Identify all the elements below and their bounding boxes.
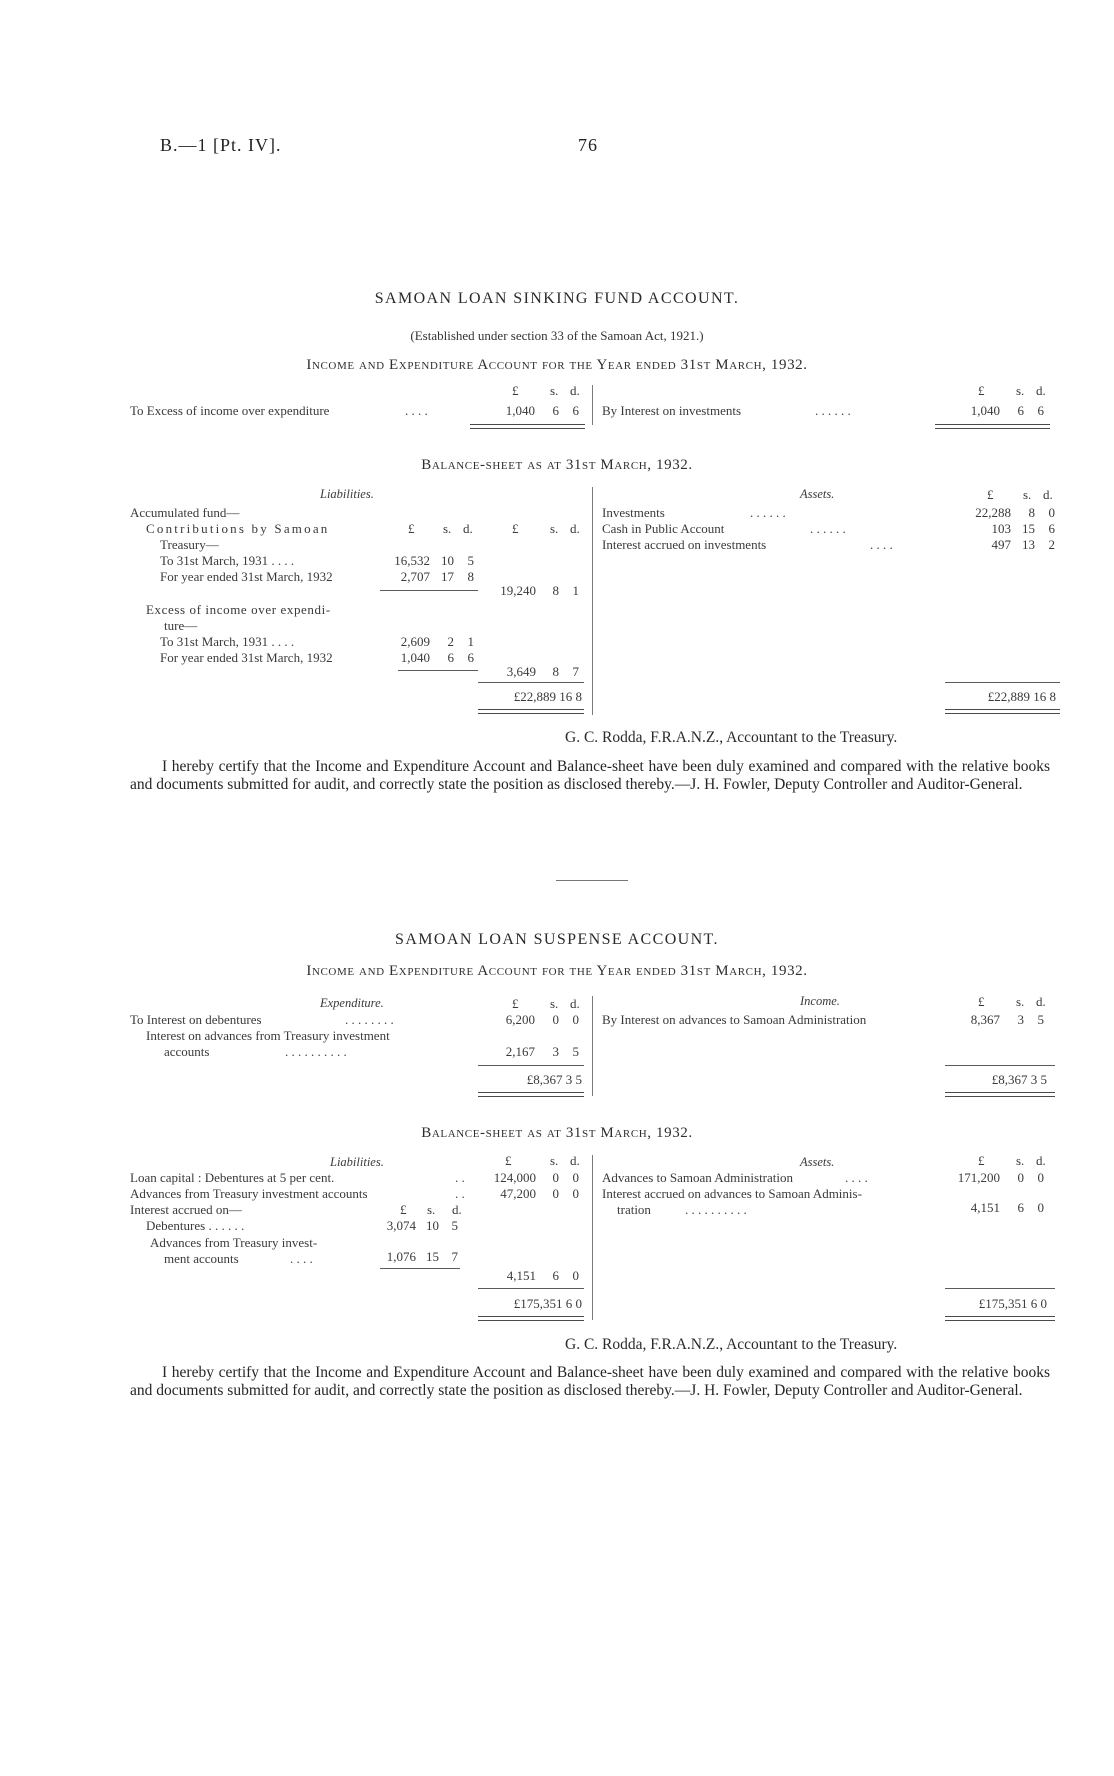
- sbs-liabilities-total: £175,351 6 0: [513, 1296, 582, 1311]
- sbs-adv-invest-pounds: 1,076: [386, 1249, 416, 1264]
- bs-contrib-total-d: 1: [572, 583, 579, 598]
- sie-income-heading: Income.: [800, 994, 840, 1008]
- sbs-debentures-row-pounds: 3,074: [386, 1218, 416, 1233]
- sinking-certification: I hereby certify that the Income and Expenditure Account and Balance-sheet have been duly examined and compared with the relative books and documents submitted for audit, and correctly state the position as disclosed thereby.—J. H. Fowler, Deputy Controller and Auditor-General.: [130, 758, 1050, 793]
- bs-excess-row-s: 6: [447, 650, 454, 665]
- ie-right-col-d: d.: [1036, 383, 1046, 398]
- sbs-asset-row2-pounds: 4,151: [970, 1200, 1000, 1215]
- bs-excess-row-pounds: 1,040: [400, 650, 430, 665]
- ie-left-col-d: d.: [570, 383, 580, 398]
- sinking-fund-title: SAMOAN LOAN SINKING FUND ACCOUNT.: [374, 290, 740, 307]
- bs-assets-total-rule: [945, 682, 1060, 683]
- sbs-inner-col-d: d.: [452, 1202, 462, 1217]
- bs-contrib-total-pounds: 19,240: [500, 583, 536, 598]
- ie-right-dots: . . . . . .: [815, 403, 851, 418]
- bs-col2-d: d.: [570, 521, 580, 536]
- sbs-asset-row-d: 0: [1037, 1170, 1044, 1185]
- ie-right-pounds: 1,040: [970, 403, 1000, 418]
- sie-exp-total-rule: [478, 1065, 584, 1066]
- sbs-advances-row-s: 0: [552, 1186, 559, 1201]
- sbs-asset-row2-d: 0: [1037, 1200, 1044, 1215]
- bs-divider: [592, 487, 593, 715]
- sbs-asset-row-dots: . . . .: [845, 1170, 868, 1185]
- sbs-assets-total-rule: [945, 1288, 1055, 1289]
- sie-income-row-pounds: 8,367: [970, 1012, 1000, 1027]
- bs-liabilities-heading: Liabilities.: [320, 487, 374, 501]
- ie-right-label: By Interest on investments: [602, 403, 742, 418]
- sbs-liabilities-heading: Liabilities.: [330, 1155, 384, 1169]
- sie-exp-row2-d: 5: [572, 1044, 579, 1059]
- sbs-loan-row-pounds: 124,000: [493, 1170, 536, 1185]
- bs-contrib-row-s: 17: [441, 569, 454, 584]
- ie-right-pence: 6: [1037, 403, 1044, 418]
- sie-right-col-s: s.: [1016, 994, 1025, 1009]
- sie-inc-total-rule: [945, 1065, 1055, 1066]
- bs-liabilities-total: £22,889 16 8: [513, 689, 582, 704]
- suspense-ie-heading: Income and Expenditure Account for the Year ended 31st March, 1932.: [306, 963, 808, 979]
- bs-contrib-row: To 31st March, 1931 . . . .: [160, 553, 295, 568]
- ie-left-total-rule: [470, 424, 585, 429]
- bs-asset-row-pounds: 22,288: [975, 505, 1011, 520]
- sie-exp-row2-line1: Interest on advances from Treasury investment: [146, 1028, 390, 1043]
- sbs-loan-row-d: 0: [572, 1170, 579, 1185]
- ie-left-pounds: 1,040: [505, 403, 535, 418]
- bs-asset-row-dots: . . . . . .: [750, 505, 786, 520]
- sie-income-total: £8,367 3 5: [991, 1072, 1047, 1087]
- bs-liab-total-rule: [478, 682, 584, 683]
- sbs-asset-row2-dots: . . . . . . . . . .: [685, 1202, 747, 1217]
- ie-right-shillings: 6: [1017, 403, 1024, 418]
- bs-excess-total-d: 7: [572, 664, 579, 679]
- sie-exp-total: £8,367 3 5: [526, 1072, 582, 1087]
- bs-assets-col-s: s.: [1023, 487, 1032, 502]
- sbs-advances-row: Advances from Treasury investment accounts: [130, 1186, 368, 1201]
- sie-income-row-d: 5: [1037, 1012, 1044, 1027]
- sbs-assets-col-s: s.: [1016, 1153, 1025, 1168]
- bs-contrib-row-pounds: 16,532: [394, 553, 430, 568]
- sie-right-col-d: d.: [1036, 994, 1046, 1009]
- sbs-advances-row-dots: . .: [455, 1186, 465, 1201]
- sbs-loan-row-dots: . .: [455, 1170, 465, 1185]
- sbs-accrued-subtotal-rule: [380, 1268, 460, 1269]
- sbs-inner-col-pound: £: [400, 1202, 407, 1217]
- sbs-loan-row: Loan capital : Debentures at 5 per cent.: [130, 1170, 335, 1185]
- bs-col2-s: s.: [550, 521, 559, 536]
- sbs-accrued-total-d: 0: [572, 1268, 579, 1283]
- ie-left-label: To Excess of income over expenditure: [130, 403, 330, 418]
- bs-excess-row-d: 6: [467, 650, 474, 665]
- sie-exp-total-double-rule: [478, 1092, 584, 1097]
- sie-exp-row2-line2: accounts: [164, 1044, 210, 1059]
- bs-excess-row-s: 2: [447, 634, 454, 649]
- ie-left-dots: . . . .: [405, 403, 428, 418]
- sie-exp-row2-pounds: 2,167: [505, 1044, 535, 1059]
- sie-left-col-pound: £: [512, 996, 519, 1011]
- bs-contrib-subtotal-rule: [380, 590, 478, 591]
- bs-asset-row-s: 13: [1022, 537, 1035, 552]
- sie-exp-row2-dots: . . . . . . . . . .: [285, 1044, 347, 1059]
- bs-excess-total-pounds: 3,649: [506, 664, 536, 679]
- suspense-bs-heading: Balance-sheet as at 31st March, 1932.: [421, 1125, 693, 1141]
- bs-contrib-row: For year ended 31st March, 1932: [160, 569, 333, 584]
- sbs-asset-row-s: 0: [1017, 1170, 1024, 1185]
- sbs-asset-row: Advances to Samoan Administration: [602, 1170, 794, 1185]
- ie-right-col-pound: £: [978, 383, 985, 398]
- suspense-certification: I hereby certify that the Income and Expenditure Account and Balance-sheet have been duly examined and compared with the relative books and documents submitted for audit, and correctly state the position as disclosed thereby.—J. H. Fowler, Deputy Controller and Auditor-General.: [130, 1364, 1050, 1399]
- page-number: 76: [578, 135, 598, 155]
- bs-asset-row: Cash in Public Account: [602, 521, 725, 536]
- sie-expenditure-heading: Expenditure.: [320, 996, 384, 1010]
- ie-divider: [592, 385, 593, 425]
- sbs-debentures-row-s: 10: [426, 1218, 439, 1233]
- sie-left-col-d: d.: [570, 996, 580, 1011]
- sinking-bs-heading: Balance-sheet as at 31st March, 1932.: [421, 457, 693, 473]
- sbs-inner-col-s: s.: [427, 1202, 436, 1217]
- bs-excess-heading: Excess of income over expendi-: [146, 602, 331, 617]
- sbs-debentures-row: Debentures . . . . . .: [146, 1218, 245, 1233]
- bs-asset-row-d: 6: [1048, 521, 1055, 536]
- sbs-asset-row-pounds: 171,200: [957, 1170, 1000, 1185]
- ie-left-col-pound: £: [512, 383, 519, 398]
- sbs-accrued-total-pounds: 4,151: [506, 1268, 536, 1283]
- sie-exp-row-dots: . . . . . . . .: [345, 1012, 394, 1027]
- sbs-col-s: s.: [550, 1153, 559, 1168]
- bs-excess-row-d: 1: [467, 634, 474, 649]
- sie-income-row-s: 3: [1017, 1012, 1024, 1027]
- sbs-col-pound: £: [505, 1153, 512, 1168]
- bs-asset-row: Investments: [602, 505, 665, 520]
- sbs-liab-total-rule: [478, 1288, 584, 1289]
- bs-accumulated-fund: Accumulated fund—: [130, 505, 240, 520]
- bs-contrib-total-s: 8: [552, 583, 559, 598]
- bs-asset-row-s: 15: [1022, 521, 1035, 536]
- bs-asset-row-d: 0: [1048, 505, 1055, 520]
- ie-right-total-rule: [935, 424, 1050, 429]
- bs-asset-row-d: 2: [1048, 537, 1055, 552]
- sbs-adv-invest-d: 7: [451, 1249, 458, 1264]
- bs-assets-col-d: d.: [1043, 487, 1053, 502]
- bs-asset-row-s: 8: [1028, 505, 1035, 520]
- suspense-title: SAMOAN LOAN SUSPENSE ACCOUNT.: [395, 931, 719, 948]
- bs-col-s: s.: [443, 521, 452, 536]
- bs-assets-total: £22,889 16 8: [987, 689, 1056, 704]
- section-separator: [556, 880, 628, 881]
- sbs-debentures-row-d: 5: [451, 1218, 458, 1233]
- sbs-adv-invest-dots: . . . .: [290, 1251, 313, 1266]
- sbs-assets-total-double-rule: [945, 1316, 1055, 1321]
- bs-contrib-row-d: 5: [467, 553, 474, 568]
- document-reference: B.—1 [Pt. IV].: [160, 135, 282, 155]
- sie-income-row: By Interest on advances to Samoan Administration: [602, 1012, 867, 1027]
- sie-exp-row-s: 0: [552, 1012, 559, 1027]
- sbs-adv-invest-line2: ment accounts: [164, 1251, 239, 1266]
- bs-asset-row: Interest accrued on investments: [602, 537, 767, 552]
- sbs-assets-total: £175,351 6 0: [978, 1296, 1047, 1311]
- bs-contrib-row-s: 10: [441, 553, 454, 568]
- sbs-col-d: d.: [570, 1153, 580, 1168]
- sie-right-col-pound: £: [978, 994, 985, 1009]
- sbs-divider: [592, 1155, 593, 1320]
- sie-inc-total-double-rule: [945, 1092, 1055, 1097]
- bs-excess-subtotal-rule: [398, 670, 478, 671]
- sie-divider: [592, 996, 593, 1096]
- bs-asset-row-pounds: 497: [991, 537, 1011, 552]
- sbs-assets-col-pound: £: [978, 1153, 985, 1168]
- sinking-signature: G. C. Rodda, F.R.A.N.Z., Accountant to the Treasury.: [565, 729, 898, 746]
- bs-col-pound: £: [408, 521, 415, 536]
- bs-excess-total-s: 8: [552, 664, 559, 679]
- bs-col2-pound: £: [512, 521, 519, 536]
- sbs-liab-total-double-rule: [478, 1316, 584, 1321]
- ie-left-shillings: 6: [552, 403, 559, 418]
- bs-contrib-row-pounds: 2,707: [400, 569, 430, 584]
- sie-exp-row-pounds: 6,200: [505, 1012, 535, 1027]
- sbs-loan-row-s: 0: [552, 1170, 559, 1185]
- suspense-signature: G. C. Rodda, F.R.A.N.Z., Accountant to the Treasury.: [565, 1336, 898, 1353]
- ie-right-col-s: s.: [1016, 383, 1025, 398]
- sbs-adv-invest-s: 15: [426, 1249, 439, 1264]
- sie-left-col-s: s.: [550, 996, 559, 1011]
- sbs-advances-row-pounds: 47,200: [500, 1186, 536, 1201]
- sbs-asset-row2-s: 6: [1017, 1200, 1024, 1215]
- bs-asset-row-dots: . . . .: [870, 537, 893, 552]
- sinking-ie-heading: Income and Expenditure Account for the Year ended 31st March, 1932.: [306, 357, 808, 373]
- bs-excess-row: To 31st March, 1931 . . . .: [160, 634, 295, 649]
- bs-asset-row-dots: . . . . . .: [810, 521, 846, 536]
- sbs-adv-invest-line1: Advances from Treasury invest-: [150, 1235, 318, 1250]
- sinking-fund-established-note: (Established under section 33 of the Samoan Act, 1921.): [410, 328, 704, 343]
- bs-col-d: d.: [463, 521, 473, 536]
- bs-liab-total-double-rule: [478, 709, 584, 714]
- ie-left-col-s: s.: [550, 383, 559, 398]
- bs-excess-row-pounds: 2,609: [400, 634, 430, 649]
- sie-exp-row2-s: 3: [552, 1044, 559, 1059]
- sie-exp-row-d: 0: [572, 1012, 579, 1027]
- sbs-assets-heading: Assets.: [800, 1155, 835, 1169]
- sbs-advances-row-d: 0: [572, 1186, 579, 1201]
- sbs-interest-accrued-heading: Interest accrued on—: [130, 1202, 242, 1217]
- sbs-asset-row2-line1: Interest accrued on advances to Samoan Adminis-: [602, 1186, 862, 1201]
- bs-excess-row: For year ended 31st March, 1932: [160, 650, 333, 665]
- ie-left-pence: 6: [572, 403, 579, 418]
- sie-exp-row: To Interest on debentures: [130, 1012, 262, 1027]
- bs-assets-heading: Assets.: [800, 487, 835, 501]
- sbs-asset-row2-line2: tration: [617, 1202, 651, 1217]
- bs-treasury: Treasury—: [160, 537, 219, 552]
- bs-excess-heading-cont: ture—: [164, 618, 198, 633]
- bs-asset-row-pounds: 103: [991, 521, 1011, 536]
- sbs-assets-col-d: d.: [1036, 1153, 1046, 1168]
- bs-assets-col-pound: £: [987, 487, 994, 502]
- bs-assets-total-double-rule: [945, 709, 1060, 714]
- bs-contributions: Contributions by Samoan: [146, 521, 330, 536]
- bs-contrib-row-d: 8: [467, 569, 474, 584]
- sbs-accrued-total-s: 6: [552, 1268, 559, 1283]
